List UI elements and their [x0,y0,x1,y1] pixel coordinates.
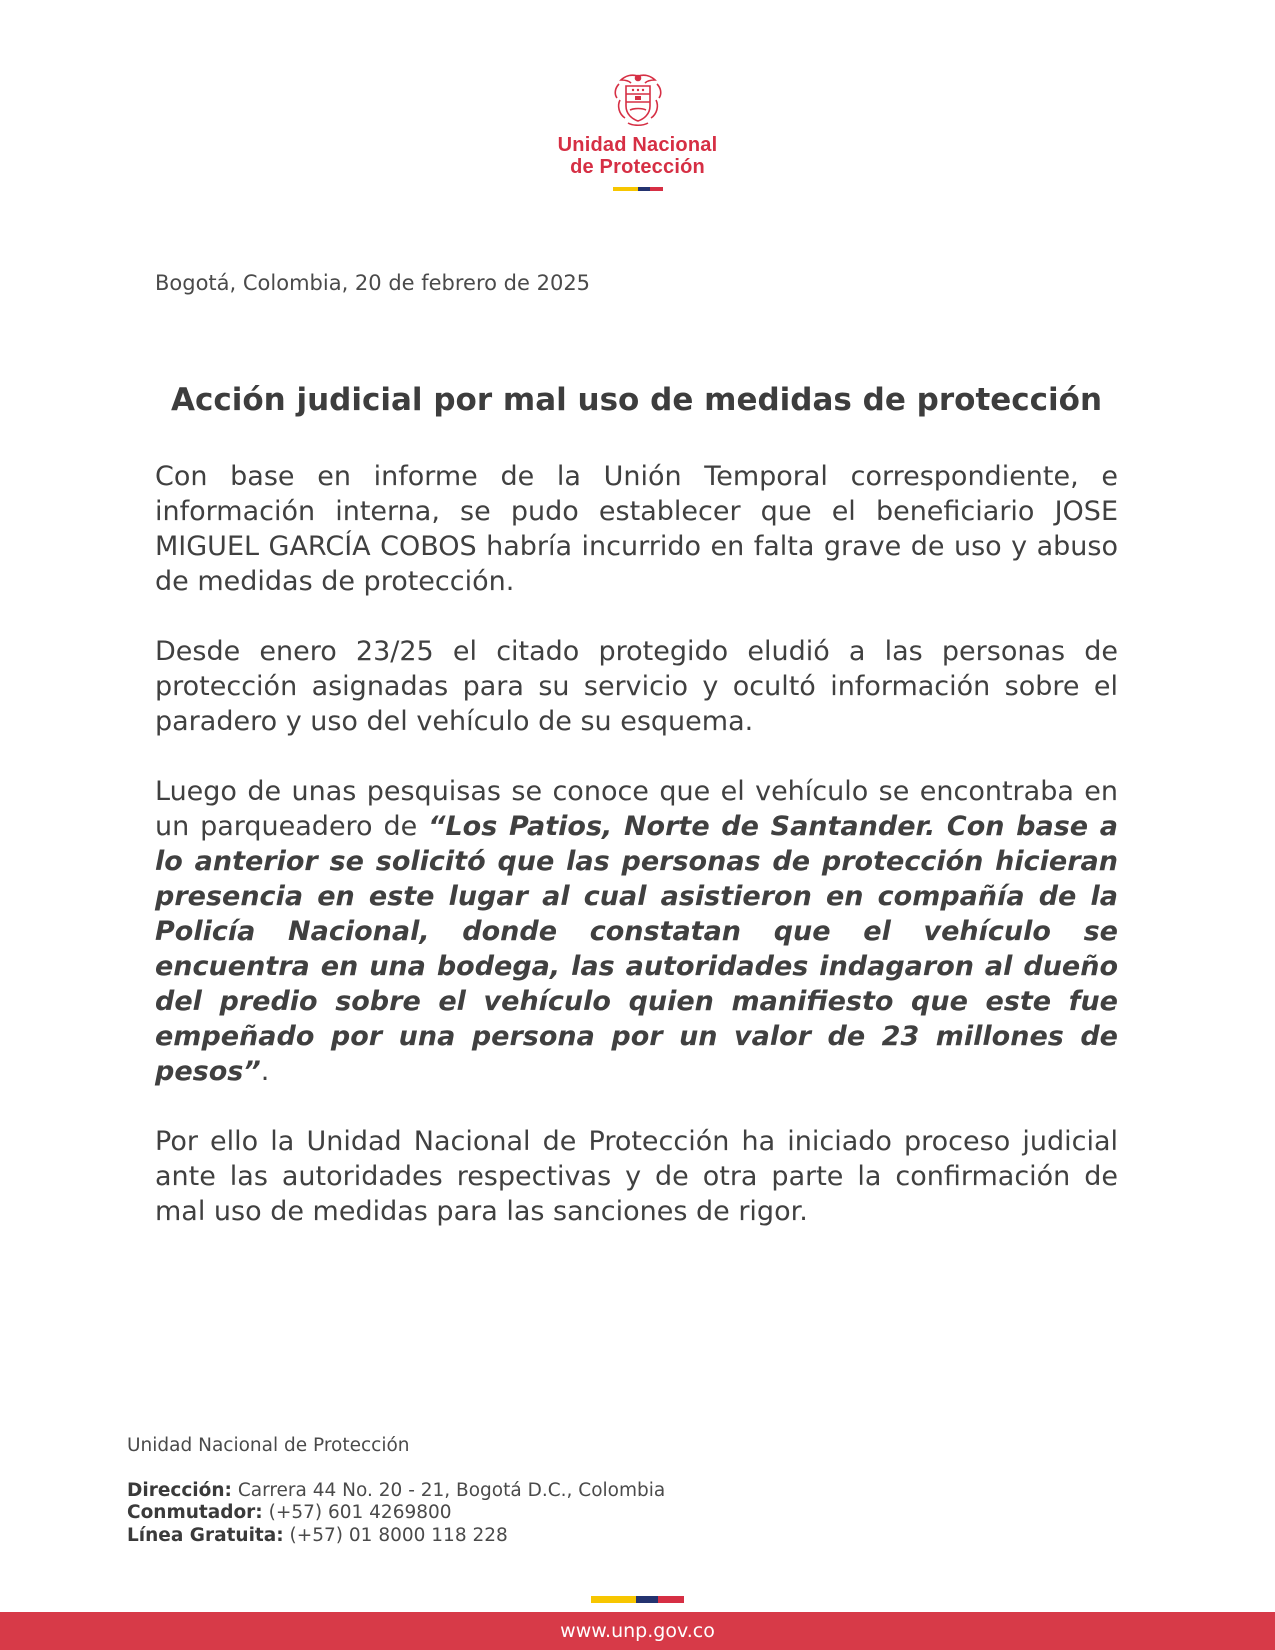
footer-org: Unidad Nacional de Protección [127,1435,410,1456]
footer-hotline-label: Línea Gratuita: [127,1524,284,1546]
footer-hotline-value: (+57) 01 8000 118 228 [289,1524,508,1546]
footer-address [127,1480,665,1503]
footer-address-value: Carrera 44 No. 20 - 21, Bogotá D.C., Colombia [237,1479,666,1501]
unp-logo [540,72,735,191]
footer-switchboard [127,1502,665,1525]
paragraph-4: Por ello la Unidad Nacional de Protección ha iniciado proceso judicial ante las autoridades respectivas y de otra parte la confirmación de mal uso de medidas para las sanciones de rigor. [155,1126,1118,1227]
paragraph-3-end: . [260,1056,270,1087]
document-body [155,459,1118,1264]
footer-address-label: Dirección: [127,1479,232,1501]
paragraph-2: Desde enero 23/25 el citado protegido eludió a las personas de protección asignadas para su servicio y ocultó información sobre el paradero y uso del vehículo de su esquema. [155,636,1118,737]
footer-bar [0,1612,1275,1650]
paragraph-3-intro: Luego de unas pesquisas se conoce que el vehículo se encontraba en un parqueadero de [155,776,1118,842]
footer-hotline [127,1525,665,1548]
logo-name-line2: de Protección [570,156,705,178]
paragraph-3 [155,774,1118,1089]
logo-flag-stripe [613,187,663,191]
footer-flag-stripe [591,1596,684,1603]
footer-contact [127,1435,665,1547]
footer-switchboard-label: Conmutador: [127,1502,263,1523]
colombia-coat-of-arms-icon [611,72,665,128]
logo-name-line1: Unidad Nacional [557,134,718,156]
paragraph-1: Con base en informe de la Unión Temporal correspondiente, e información interna, se pudo establecer que el beneficiario JOSE MIGUEL GARCÍA COBOS habría incurrido en falta grave de uso y abuso de medidas de protección. [155,461,1118,597]
website-link[interactable]: www.unp.gov.co [560,1620,715,1642]
footer-switchboard-value: (+57) 601 4269800 [268,1502,452,1523]
paragraph-3-quote: “Los Patios, Norte de Santander. Con base a lo anterior se solicitó que las personas de protección hicieran presencia en este lugar al cual asistieron en compañía de la Policía Nacional, donde constatan que el vehículo se encuentra en una bodega, las autoridades indagaron al dueño del predio sobre el vehículo quien manifiesto que este fue empeñado por una persona por un valor de 23 millones de pesos” [155,811,1118,1087]
document-date: Bogotá, Colombia, 20 de febrero de 2025 [155,271,591,295]
document-title: Acción judicial por mal uso de medidas de protección [170,382,1103,418]
